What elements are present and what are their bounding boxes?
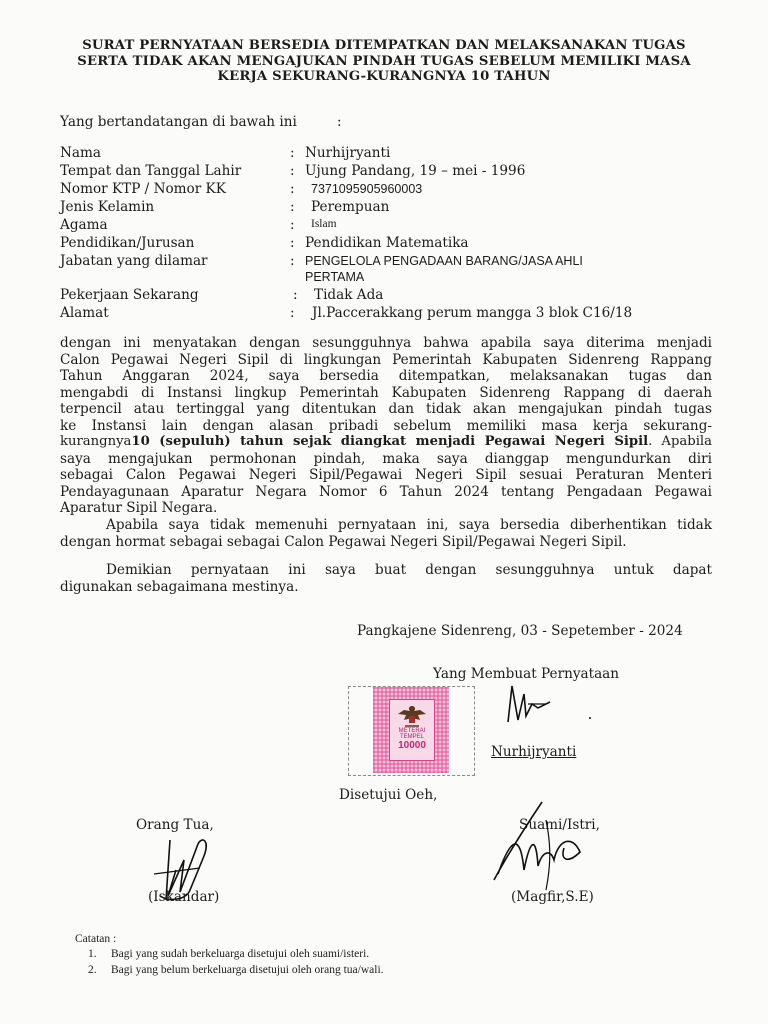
consequence-paragraph <box>60 517 712 550</box>
field-colon: : <box>290 163 295 179</box>
paragraph-line: Calon Pegawai Negeri Sipil di lingkungan Pemerintah Kabupaten Sidenreng Rappang <box>60 351 712 368</box>
field-value-jabatan-line2: PERTAMA <box>305 270 365 284</box>
field-value-agama: Islam <box>311 218 337 230</box>
paragraph-line: digunakan sebagaimana mestinya. <box>60 578 299 595</box>
paragraph-line: sebagai Calon Pegawai Negeri Sipil/Pegawai Negeri Sipil sesuai Peraturan Menteri <box>60 467 712 483</box>
paragraph-line: Aparatur Sipil Negara. <box>60 500 218 516</box>
field-label-ttl: Tempat dan Tanggal Lahir <box>60 163 242 179</box>
spouse-signature <box>480 800 600 900</box>
parent-label: Orang Tua, <box>136 817 214 833</box>
place-date: Pangkajene Sidenreng, 03 - Sepetember - 2024 <box>357 623 683 639</box>
field-label-ktp: Nomor KTP / Nomor KK <box>60 181 226 197</box>
paragraph-line: Apabila saya tidak memenuhi pernyataan ini, saya bersedia diberhentikan tidak <box>106 517 712 533</box>
field-colon: : <box>293 287 298 303</box>
parent-signature <box>140 830 260 920</box>
paragraph-line: saya mengajukan permohonan pindah, maka saya dianggap mengundurkan diri <box>60 450 712 467</box>
closing-paragraph <box>60 562 712 595</box>
field-value-gender: Perempuan <box>311 199 390 215</box>
field-label-jabatan: Jabatan yang dilamar <box>60 253 208 269</box>
field-colon: : <box>290 305 295 321</box>
field-value-ktp: 7371095905960003 <box>311 182 423 196</box>
stamp-sublabel: TEMPEL <box>399 734 424 740</box>
field-colon: : <box>290 253 295 269</box>
approved-label: Disetujui Oeh, <box>339 787 438 803</box>
title-line-2: SERTA TIDAK AKAN MENGAJUKAN PINDAH TUGAS SEBELUM MEMILIKI MASA <box>77 53 691 69</box>
document-title <box>40 38 728 85</box>
text-run: . Apabila <box>648 434 713 449</box>
meterai-stamp <box>348 686 475 776</box>
paragraph-line: Pendayagunaan Aparatur Negara Nomor 6 Tahun 2024 tentang Pengadaan Pegawai <box>60 483 712 500</box>
maker-name: Nurhijryanti <box>491 744 577 760</box>
intro-colon: : <box>337 114 342 130</box>
stamp-value: 10000 <box>398 740 426 751</box>
title-line-3: KERJA SEKURANG-KURANGNYA 10 TAHUN <box>217 69 551 84</box>
field-colon: : <box>290 217 295 233</box>
spouse-label: Suami/Istri, <box>519 817 600 833</box>
paragraph-line: mengabdi di Instansi lingkup Pemerintah Kabupaten Sidenreng Rappang di daerah <box>60 384 712 401</box>
notes-title: Catatan : <box>75 933 117 945</box>
intro-text: Yang bertandatangan di bawah ini <box>60 114 297 130</box>
spouse-name: (Magfir,S.E) <box>511 889 594 905</box>
note-text: Bagi yang belum berkeluarga disetujui oleh orang tua/wali. <box>111 964 384 976</box>
stamp-pattern <box>373 687 449 773</box>
paragraph-line: dengan ini menyatakan dengan sesungguhnya bahwa apabila saya diterima menjadi <box>60 335 712 351</box>
paragraph-line: ke Instansi lain dengan alasan pribadi sebelum memiliki masa kerja sekurang- <box>60 417 712 434</box>
paragraph-line: Demikian pernyataan ini saya buat dengan sesungguhnya untuk dapat <box>106 562 712 578</box>
field-label-pendidikan: Pendidikan/Jurusan <box>60 235 195 251</box>
note-number: 2. <box>88 964 97 976</box>
maker-label: Yang Membuat Pernyataan <box>433 666 620 682</box>
paragraph-line-bold <box>60 434 712 451</box>
field-label-pekerjaan: Pekerjaan Sekarang <box>60 287 199 303</box>
title-line-1: SURAT PERNYATAAN BERSEDIA DITEMPATKAN DAN MELAKSANAKAN TUGAS <box>82 38 686 53</box>
statement-paragraph <box>60 335 712 517</box>
field-value-pekerjaan: Tidak Ada <box>314 287 384 303</box>
field-value-ttl: Ujung Pandang, 19 – mei - 1996 <box>305 163 526 179</box>
field-label-alamat: Alamat <box>60 305 109 321</box>
note-number: 1. <box>88 948 97 960</box>
field-colon: : <box>290 235 295 251</box>
field-value-pendidikan: Pendidikan Matematika <box>305 235 469 251</box>
stamp-center <box>389 699 435 761</box>
field-colon: : <box>290 181 295 197</box>
bold-commitment: 10 (sepuluh) tahun sejak diangkat menjadi Pegawai Negeri Sipil <box>131 434 649 449</box>
field-colon: : <box>290 145 295 161</box>
field-label-nama: Nama <box>60 145 101 161</box>
field-label-gender: Jenis Kelamin <box>60 199 155 215</box>
field-label-agama: Agama <box>60 217 108 233</box>
paragraph-line: dengan hormat sebagai sebagai Calon Pegawai Negeri Sipil/Pegawai Negeri Sipil. <box>60 533 627 550</box>
stamp-label: METERAI <box>398 728 426 734</box>
paragraph-line: Tahun Anggaran 2024, saya bersedia ditempatkan, melaksanakan tugas dan <box>60 368 712 384</box>
parent-name: (Iskandar) <box>148 889 220 905</box>
field-value-alamat: Jl.Paccerakkang perum mangga 3 blok C16/18 <box>312 305 633 321</box>
field-colon: : <box>290 199 295 215</box>
text-run: kurangnya <box>60 434 132 449</box>
paragraph-line: terpencil atau tertinggal yang ditentukan dan tidak akan mengajukan pindah tugas <box>60 401 712 417</box>
note-text: Bagi yang sudah berkeluarga disetujui oleh suami/isteri. <box>111 948 370 960</box>
field-value-nama: Nurhijryanti <box>305 145 391 161</box>
maker-signature <box>498 680 588 740</box>
field-value-jabatan: PENGELOLA PENGADAAN BARANG/JASA AHLI <box>305 254 583 268</box>
